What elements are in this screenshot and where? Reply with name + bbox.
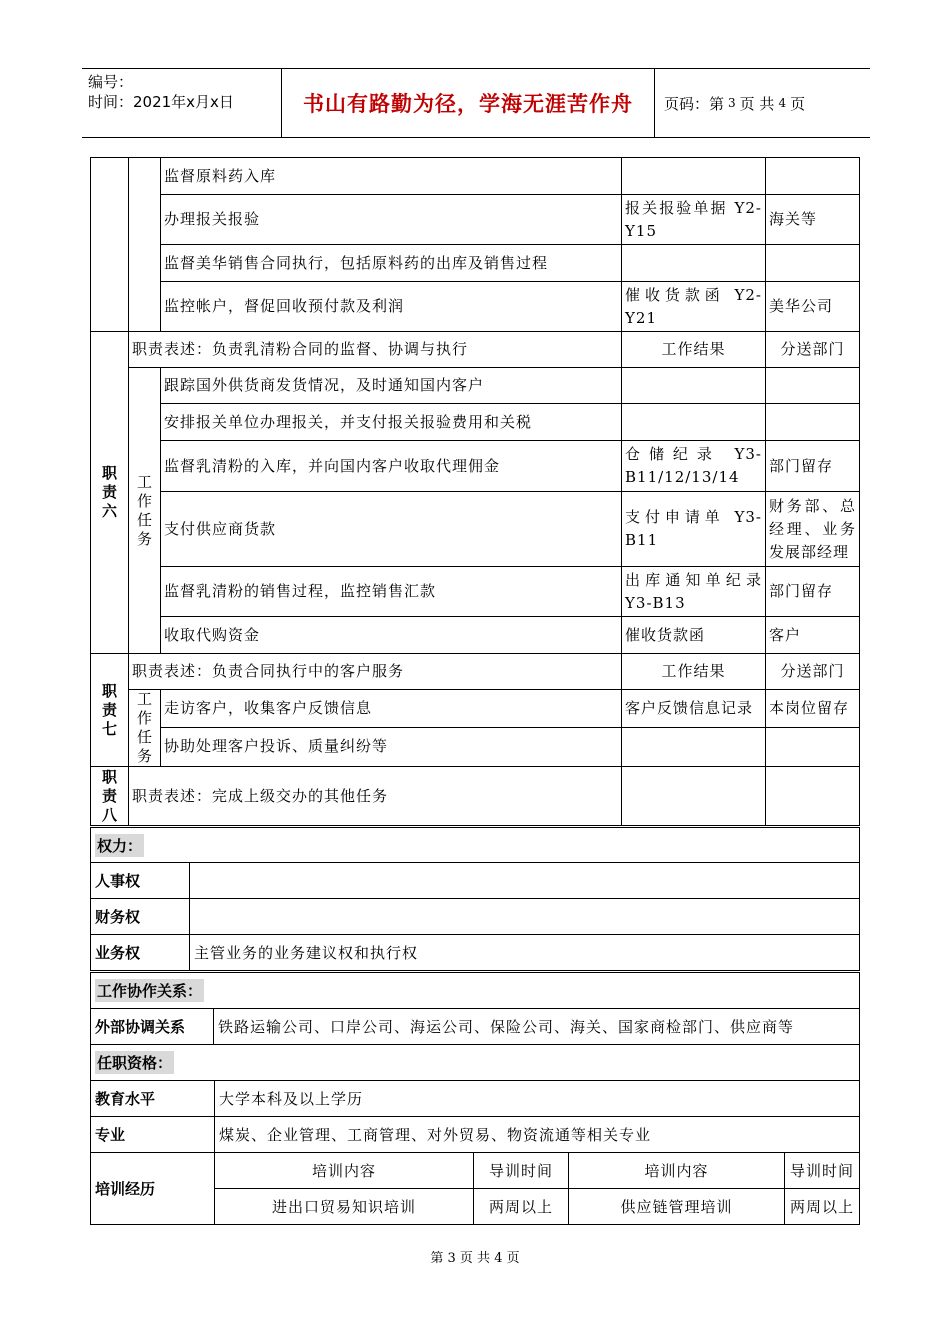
cooperation-value: 铁路运输公司、口岸公司、海运公司、保险公司、海关、国家商检部门、供应商等 <box>214 1009 860 1045</box>
result-cell <box>622 245 766 282</box>
authority-value <box>190 863 860 899</box>
dept-cell: 海关等 <box>766 195 860 245</box>
table-row <box>91 332 860 368</box>
result-cell: 客户反馈信息记录 <box>622 690 766 728</box>
dept-cell <box>766 368 860 404</box>
duty7-description: 职责表述：负责合同执行中的客户服务 <box>129 654 622 690</box>
training-header: 导训时间 <box>785 1153 860 1189</box>
training-cell: 供应链管理培训 <box>569 1189 785 1225</box>
cooperation-label: 外部协调关系 <box>91 1009 214 1045</box>
code-label: 编号： <box>88 73 134 91</box>
training-header: 培训内容 <box>569 1153 785 1189</box>
cooperation-title-cell <box>91 973 860 1009</box>
qualification-title-cell <box>91 1045 860 1081</box>
page-current: 3 <box>728 96 736 110</box>
table-row <box>91 1009 860 1045</box>
authority-title: 权力： <box>95 834 144 857</box>
table-row <box>91 899 860 935</box>
dept-cell: 部门留存 <box>766 567 860 617</box>
header-page-number <box>654 69 870 137</box>
dept-header: 分送部门 <box>766 332 860 368</box>
table-row <box>91 567 860 617</box>
duties-table <box>90 157 860 826</box>
table-row <box>91 158 860 195</box>
table-row <box>91 1117 860 1153</box>
table-row <box>91 282 860 332</box>
table-row <box>91 727 860 766</box>
duty8-label: 职 责 八 <box>91 767 129 826</box>
table-row <box>91 654 860 690</box>
task-cell: 协助处理客户投诉、质量纠纷等 <box>161 727 622 766</box>
page-header <box>82 68 870 138</box>
task-cell: 支付供应商货款 <box>161 492 622 567</box>
table-row <box>91 935 860 971</box>
date-label: 时间：2021年x月x日 <box>88 93 234 111</box>
result-cell <box>622 404 766 441</box>
dept-cell <box>766 767 860 826</box>
duty6-task-label: 工 作 任 务 <box>129 368 161 654</box>
result-cell: 报关报验单据 Y2-Y15 <box>622 195 766 245</box>
table-row <box>91 441 860 492</box>
dept-cell <box>766 245 860 282</box>
major-value: 煤炭、企业管理、工商管理、对外贸易、物资流通等相关专业 <box>215 1117 860 1153</box>
dept-cell <box>766 158 860 195</box>
table-row <box>91 404 860 441</box>
authority-title-cell <box>91 828 860 863</box>
result-cell <box>622 368 766 404</box>
result-header: 工作结果 <box>622 654 766 690</box>
page-footer: 第 3 页 共 4 页 <box>430 1251 520 1266</box>
training-label: 培训经历 <box>91 1153 215 1225</box>
table-row <box>91 492 860 567</box>
qualification-table <box>90 1044 860 1225</box>
page-total: 4 <box>778 96 787 110</box>
duty7-task-label: 工 作 任 务 <box>129 690 161 767</box>
duty6-description: 职责表述：负责乳清粉合同的监督、协调与执行 <box>129 332 622 368</box>
table-row <box>91 1153 860 1189</box>
duty5-task-label-cell <box>129 158 161 332</box>
result-cell: 支付申请单 Y3-B11 <box>622 492 766 567</box>
training-header: 培训内容 <box>215 1153 474 1189</box>
task-cell: 监督原料药入库 <box>161 158 622 195</box>
dept-cell: 本岗位留存 <box>766 690 860 728</box>
motto-text: 书山有路勤为径，学海无涯苦作舟 <box>303 91 633 116</box>
table-row <box>91 863 860 899</box>
training-header: 导训时间 <box>474 1153 569 1189</box>
task-cell: 监督乳清粉的销售过程，监控销售汇款 <box>161 567 622 617</box>
qualification-title: 任职资格： <box>95 1051 174 1074</box>
education-value: 大学本科及以上学历 <box>215 1081 860 1117</box>
authority-label: 业务权 <box>91 935 190 971</box>
training-cell: 进出口贸易知识培训 <box>215 1189 474 1225</box>
result-cell: 催收货款函 Y2-Y21 <box>622 282 766 332</box>
page-label-suffix: 页 <box>790 94 806 113</box>
header-meta <box>82 69 282 137</box>
dept-cell: 美华公司 <box>766 282 860 332</box>
task-cell: 监督乳清粉的入库，并向国内客户收取代理佣金 <box>161 441 622 492</box>
table-row <box>91 245 860 282</box>
result-cell <box>622 727 766 766</box>
task-cell: 走访客户，收集客户反馈信息 <box>161 690 622 728</box>
task-cell: 办理报关报验 <box>161 195 622 245</box>
major-label: 专业 <box>91 1117 215 1153</box>
result-cell: 催收货款函 <box>622 617 766 654</box>
table-row <box>91 195 860 245</box>
task-cell: 安排报关单位办理报关，并支付报关报验费用和关税 <box>161 404 622 441</box>
table-row <box>91 368 860 404</box>
education-label: 教育水平 <box>91 1081 215 1117</box>
dept-cell: 部门留存 <box>766 441 860 492</box>
header-motto <box>282 69 655 137</box>
page-label-mid: 页 共 <box>739 94 775 113</box>
task-cell: 收取代购资金 <box>161 617 622 654</box>
result-cell <box>622 158 766 195</box>
result-cell <box>622 767 766 826</box>
dept-cell <box>766 404 860 441</box>
task-cell: 监控帐户，督促回收预付款及利润 <box>161 282 622 332</box>
result-cell: 出库通知单纪录 Y3-B13 <box>622 567 766 617</box>
table-row <box>91 767 860 826</box>
authority-value <box>190 899 860 935</box>
dept-cell <box>766 727 860 766</box>
table-row <box>91 617 860 654</box>
task-cell: 跟踪国外供货商发货情况，及时通知国内客户 <box>161 368 622 404</box>
table-row <box>91 1081 860 1117</box>
cooperation-table <box>90 972 860 1045</box>
duty8-description: 职责表述：完成上级交办的其他任务 <box>129 767 622 826</box>
authority-label: 财务权 <box>91 899 190 935</box>
result-cell: 仓储纪录 Y3-B11/12/13/14 <box>622 441 766 492</box>
authority-table <box>90 827 860 971</box>
result-header: 工作结果 <box>622 332 766 368</box>
duty5-label-cell <box>91 158 129 332</box>
table-row <box>91 690 860 728</box>
training-cell: 两周以上 <box>474 1189 569 1225</box>
duty6-label: 职 责 六 <box>91 332 129 654</box>
dept-header: 分送部门 <box>766 654 860 690</box>
dept-cell: 财务部、总经理、业务发展部经理 <box>766 492 860 567</box>
authority-value: 主管业务的业务建议权和执行权 <box>190 935 860 971</box>
duty7-label: 职 责 七 <box>91 654 129 767</box>
cooperation-title: 工作协作关系： <box>95 979 204 1002</box>
dept-cell: 客户 <box>766 617 860 654</box>
training-cell: 两周以上 <box>785 1189 860 1225</box>
page-label-prefix: 页码：第 <box>664 94 725 113</box>
task-cell: 监督美华销售合同执行，包括原料药的出库及销售过程 <box>161 245 622 282</box>
authority-label: 人事权 <box>91 863 190 899</box>
